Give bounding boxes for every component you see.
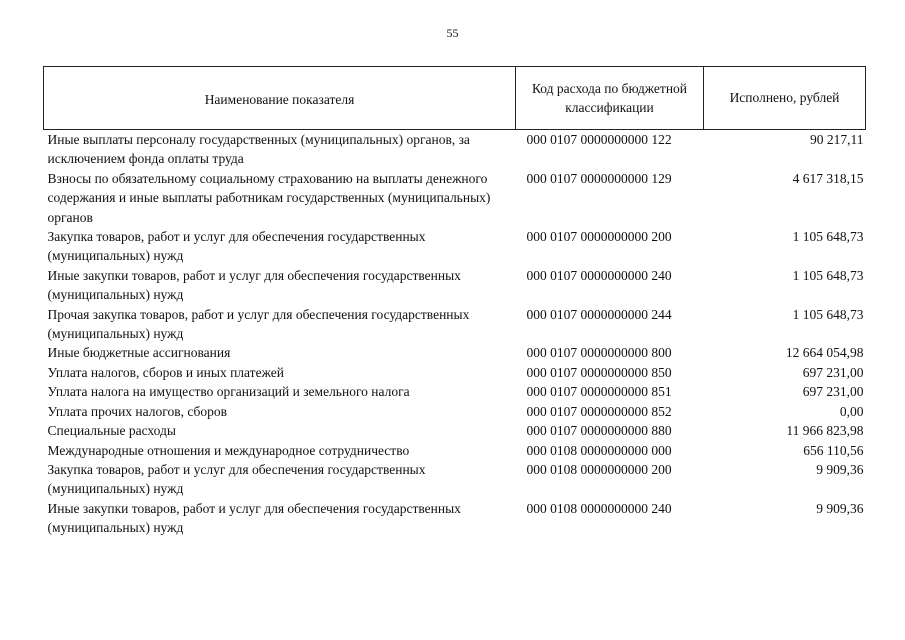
table-row (44, 402, 866, 421)
executed-amount: 90 217,11 (810, 132, 864, 147)
table-row (44, 460, 866, 499)
budget-code: 000 0107 0000000000 800 (526, 345, 672, 361)
table-row (44, 421, 866, 440)
indicator-name: Прочая закупка товаров, работ и услуг для обеспечения государственных (муниципальных) нужд (47, 306, 470, 342)
table-row (44, 343, 866, 362)
executed-amount: 0,00 (839, 403, 864, 419)
budget-code: 000 0107 0000000000 122 (526, 132, 672, 147)
executed-amount: 1 105 648,73 (792, 229, 864, 245)
budget-code: 000 0108 0000000000 000 (526, 442, 672, 458)
header-executed-amount: Исполнено, рублей (704, 67, 866, 130)
budget-code: 000 0107 0000000000 851 (526, 384, 672, 400)
executed-amount: 12 664 054,98 (785, 345, 864, 361)
executed-amount: 1 105 648,73 (792, 306, 864, 322)
budget-code: 000 0108 0000000000 200 (526, 461, 672, 477)
page-number: 55 (446, 26, 459, 40)
table-row (44, 130, 866, 169)
indicator-name: Уплата прочих налогов, сборов (47, 403, 227, 419)
budget-code: 000 0107 0000000000 129 (526, 170, 672, 186)
indicator-name: Взносы по обязательному социальному страхованию на выплаты денежного содержания и иные выплаты работникам государственных (муниципальных) органов (47, 170, 491, 225)
table-row (44, 499, 866, 538)
executed-amount: 11 966 823,98 (786, 423, 864, 439)
table-row (44, 266, 866, 305)
budget-code: 000 0108 0000000000 240 (526, 500, 672, 516)
table-body (44, 130, 866, 538)
executed-amount: 1 105 648,73 (792, 267, 864, 283)
table-row (44, 305, 866, 344)
indicator-name: Уплата налога на имущество организаций и земельного налога (47, 384, 410, 400)
executed-amount: 9 909,36 (816, 500, 864, 516)
indicator-name: Иные закупки товаров, работ и услуг для обеспечения государственных (муниципальных) нужд (47, 267, 461, 303)
executed-amount: 697 231,00 (802, 384, 864, 400)
budget-code: 000 0107 0000000000 240 (526, 267, 672, 283)
indicator-name: Специальные расходы (47, 423, 176, 439)
header-budget-code: Код расхода по бюджетной классификации (516, 67, 704, 130)
indicator-name: Закупка товаров, работ и услуг для обеспечения государственных (муниципальных) нужд (47, 229, 426, 264)
budget-code: 000 0107 0000000000 200 (526, 229, 672, 245)
table-row (44, 363, 866, 382)
budget-code: 000 0107 0000000000 880 (526, 423, 672, 439)
indicator-name: Иные закупки товаров, работ и услуг для обеспечения государственных (муниципальных) нужд (47, 500, 461, 536)
table-row (44, 382, 866, 401)
table-row (44, 441, 866, 460)
indicator-name: Иные бюджетные ассигнования (47, 345, 231, 361)
executed-amount: 697 231,00 (802, 364, 864, 380)
table-header-row (44, 67, 866, 130)
budget-code: 000 0107 0000000000 244 (526, 306, 672, 322)
table-row (44, 169, 866, 227)
budget-code: 000 0107 0000000000 852 (526, 403, 672, 419)
table-header (44, 67, 866, 130)
indicator-name: Уплата налогов, сборов и иных платежей (47, 364, 284, 380)
indicator-name: Международные отношения и международное сотрудничество (47, 442, 410, 458)
executed-amount: 4 617 318,15 (792, 170, 864, 186)
indicator-name: Закупка товаров, работ и услуг для обеспечения государственных (муниципальных) нужд (47, 461, 426, 497)
header-indicator-name: Наименование показателя (44, 67, 516, 130)
budget-code: 000 0107 0000000000 850 (526, 364, 672, 380)
executed-amount: 9 909,36 (816, 461, 864, 477)
indicator-name: Иные выплаты персоналу государственных (муниципальных) органов, за исключением фонда оплаты труда (47, 132, 470, 167)
table-row (44, 227, 866, 266)
budget-execution-table (43, 66, 866, 538)
executed-amount: 656 110,56 (803, 442, 864, 458)
